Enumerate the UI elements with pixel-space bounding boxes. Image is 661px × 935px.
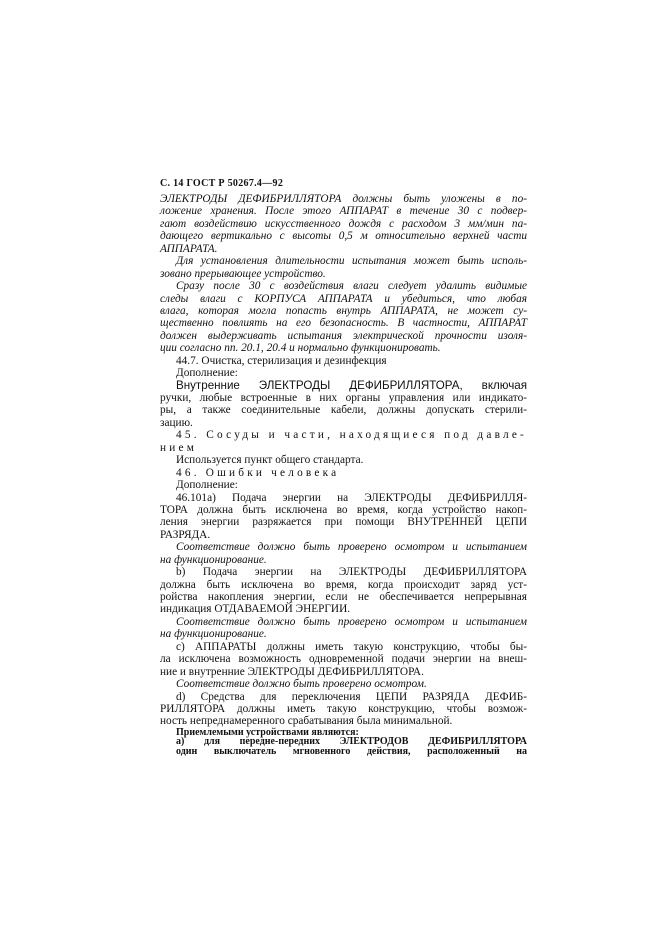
text-line: ройства накопления энергии, если не обеспечивается непрерывная bbox=[160, 591, 527, 603]
text-line: Приемлемыми устройствами являются: bbox=[176, 726, 359, 738]
text-line: Дополнение: bbox=[176, 479, 238, 492]
text-line: щественно повлиять на его безопасность. В частности, АППАРАТ bbox=[160, 317, 527, 330]
text-line: ры, а также соединительные кабели, должны допускать стерили- bbox=[160, 404, 527, 417]
text-line: Сразу после 30 с воздействия влаги следует удалить видимые bbox=[176, 280, 527, 293]
text-line: Соответствие должно быть проверено осмотром и испытанием bbox=[176, 615, 527, 628]
page-header: С. 14 ГОСТ Р 50267.4—92 bbox=[160, 178, 284, 189]
text-line: 46.101а) Подача энергии на ЭЛЕКТРОДЫ ДЕФИБРИЛЛЯ- bbox=[176, 491, 527, 504]
text-line: ла исключена возможность одновременной подачи энергии на внеш- bbox=[160, 653, 527, 666]
text-line: следы влаги с КОРПУСА АППАРАТА и убедиться, что любая bbox=[160, 292, 527, 305]
text-line: один выключатель мгновенного действия, расположенный на bbox=[176, 745, 527, 757]
text-line: Соответствие должно быть проверено осмотром и испытанием bbox=[176, 541, 527, 554]
text-line: ТОРА должна быть исключена во время, когда устройство накоп- bbox=[160, 503, 527, 516]
section-heading: нием bbox=[160, 441, 198, 454]
section-heading: 46. Ошибки человека bbox=[176, 466, 340, 479]
text-line: РИЛЛЯТОРА должны иметь такую конструкцию, чтобы возмож- bbox=[160, 702, 527, 715]
text-line: гают воздействию искусственного дождя с расходом 3 мм/мин па- bbox=[160, 217, 527, 230]
text-line: Используется пункт общего стандарта. bbox=[176, 454, 364, 467]
section-heading: 45. Сосуды и части, находящиеся под давле- bbox=[176, 429, 527, 442]
text-line: на функционирование. bbox=[160, 553, 267, 566]
text-line: с) АППАРАТЫ должны иметь такую конструкцию, чтобы бы- bbox=[176, 640, 527, 653]
text-line: Внутренние ЭЛЕКТРОДЫ ДЕФИБРИЛЛЯТОРА, включая bbox=[176, 378, 527, 392]
text-line: Соответствие должно быть проверено осмотром. bbox=[176, 678, 427, 691]
text-line: зацию. bbox=[160, 416, 193, 429]
text-line: Для установления длительности испытания может быть исполь- bbox=[176, 255, 527, 268]
text-line: а) для передне-передних ЭЛЕКТРОДОВ ДЕФИБРИЛЛЯТОРА bbox=[176, 736, 527, 748]
text-line: ции согласно пп. 20.1, 20.4 и нормально функционировать. bbox=[160, 342, 441, 355]
text-line: d) Средства для переключения ЦЕПИ РАЗРЯДА ДЕФИБ- bbox=[176, 690, 527, 703]
section-heading: 44.7. Очистка, стерилизация и дезинфекция bbox=[176, 354, 387, 367]
text-line: b) Подача энергии на ЭЛЕКТРОДЫ ДЕФИБРИЛЛЯТОРА bbox=[176, 566, 527, 579]
text-line: АППАРАТА. bbox=[160, 242, 218, 255]
text-line: должен выдерживать испытания электрической прочности изоля- bbox=[160, 329, 527, 342]
text-line: ние и внутренние ЭЛЕКТРОДЫ ДЕФИБРИЛЛЯТОРА. bbox=[160, 665, 424, 678]
text-line: влага, которая могла попасть внутрь АППАРАТА, не может су- bbox=[160, 304, 527, 317]
text-line: РАЗРЯДА. bbox=[160, 528, 211, 541]
text-line: зовано прерывающее устройство. bbox=[160, 267, 326, 280]
text-line: индикация ОТДАВАЕМОЙ ЭНЕРГИИ. bbox=[160, 603, 351, 616]
text-line: ручки, любые встроенные в них органы управления или индикато- bbox=[160, 392, 527, 404]
text-line: ложение хранения. После этого АППАРАТ в течение 30 с подвер- bbox=[160, 205, 527, 218]
document-body bbox=[160, 193, 527, 756]
text-line: Дополнение: bbox=[176, 367, 238, 380]
text-line: дающего вертикально с высоты 0,5 м относительно верхней части bbox=[160, 230, 527, 243]
text-line: на функционирование. bbox=[160, 628, 267, 641]
text-line: ления энергии разряжается при помощи ВНУТРЕННЕЙ ЦЕПИ bbox=[160, 516, 527, 529]
text-line: ность непреднамеренного срабатывания была минимальной. bbox=[160, 715, 453, 728]
text-line: должна быть исключена во время, когда происходит заряд уст- bbox=[160, 578, 527, 591]
text-line: ЭЛЕКТРОДЫ ДЕФИБРИЛЛЯТОРА должны быть уложены в по- bbox=[160, 193, 527, 205]
